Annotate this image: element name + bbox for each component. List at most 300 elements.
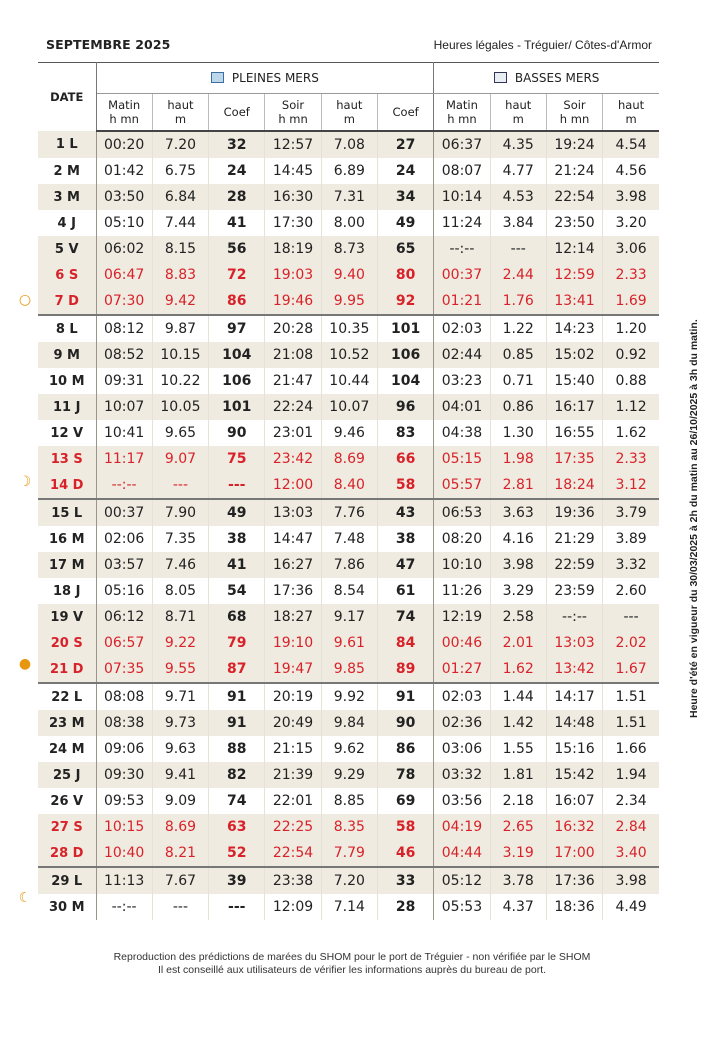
high-evening-time-cell: 22:24 xyxy=(265,394,321,420)
high-morning-height-cell: 8.71 xyxy=(152,604,208,630)
table-row xyxy=(38,788,659,814)
location-subtitle: Heures légales - Tréguier/ Côtes-d'Armor xyxy=(433,38,652,52)
low-evening-time-cell: 18:36 xyxy=(546,894,602,920)
date-cell: 26 V xyxy=(38,788,96,814)
table-row xyxy=(38,394,659,420)
low-morning-time-cell: 04:44 xyxy=(434,840,490,867)
date-cell: 5 V xyxy=(38,236,96,262)
low-evening-height-cell: 2.60 xyxy=(615,583,647,599)
high-evening-height-cell: 9.17 xyxy=(321,604,377,630)
high-evening-coef-cell: 61 xyxy=(377,578,433,604)
table-row xyxy=(38,158,659,184)
low-morning-height-cell: 2.44 xyxy=(490,262,546,288)
low-evening-height-cell: 4.54 xyxy=(603,131,659,158)
low-morning-time-cell: 03:32 xyxy=(434,762,490,788)
high-evening-coef-cell: 89 xyxy=(377,656,433,683)
high-evening-height-cell: 9.92 xyxy=(321,683,377,710)
high-evening-height-cell: 7.31 xyxy=(321,184,377,210)
high-morning-height-cell: 6.75 xyxy=(152,158,208,184)
high-morning-coef-cell: 28 xyxy=(209,184,265,210)
high-evening-coef-cell: 92 xyxy=(377,288,433,315)
low-evening-height-cell: 4.49 xyxy=(615,899,647,915)
high-evening-height-cell: 9.84 xyxy=(321,710,377,736)
high-evening-coef-cell: 74 xyxy=(377,604,433,630)
high-morning-time-cell: 08:52 xyxy=(96,342,152,368)
high-morning-time-cell: 02:06 xyxy=(96,526,152,552)
high-evening-coef-cell: 104 xyxy=(377,368,433,394)
high-evening-height-cell: 8.00 xyxy=(321,210,377,236)
high-evening-coef-cell: 47 xyxy=(377,552,433,578)
low-evening-height-cell: --- xyxy=(603,604,659,630)
high-morning-height-cell: 7.35 xyxy=(152,526,208,552)
low-evening-time-cell: 16:17 xyxy=(546,394,602,420)
high-evening-coef-cell: 78 xyxy=(377,762,433,788)
low-morning-time-cell: 05:53 xyxy=(434,894,490,920)
low-evening-height-cell: 1.51 xyxy=(603,683,659,710)
high-morning-height-cell: 9.87 xyxy=(152,315,208,342)
date-cell: 4 J xyxy=(38,210,96,236)
low-morning-time-cell: 03:06 xyxy=(434,736,490,762)
low-morning-time-cell: 05:57 xyxy=(434,472,490,499)
col-header-haut: haut m xyxy=(321,94,377,132)
high-evening-height-cell: 8.85 xyxy=(321,788,377,814)
table-row xyxy=(38,840,659,867)
high-morning-height-cell: 10.15 xyxy=(152,342,208,368)
low-morning-time-cell: 03:56 xyxy=(434,788,490,814)
date-cell: 21 D xyxy=(38,656,96,683)
high-evening-time-cell: 23:01 xyxy=(265,420,321,446)
low-evening-height-cell: 1.12 xyxy=(603,394,659,420)
low-morning-height-cell: 1.55 xyxy=(490,736,546,762)
low-morning-time-cell: 03:23 xyxy=(434,368,490,394)
low-evening-height-cell: 3.32 xyxy=(603,552,659,578)
high-evening-coef-cell: 66 xyxy=(377,446,433,472)
high-evening-coef-cell: 28 xyxy=(377,894,433,920)
low-morning-time-cell: 12:19 xyxy=(434,604,490,630)
high-evening-time-cell: 19:47 xyxy=(265,656,321,683)
high-morning-coef-cell: 87 xyxy=(209,656,265,683)
low-morning-height-cell: 3.78 xyxy=(490,867,546,894)
low-morning-time-cell: 02:03 xyxy=(434,315,490,342)
high-evening-coef-cell: 38 xyxy=(377,526,433,552)
high-evening-height-cell: 8.69 xyxy=(321,446,377,472)
high-morning-coef-cell: 32 xyxy=(209,131,265,158)
high-morning-coef-cell: 91 xyxy=(209,710,265,736)
table-row xyxy=(38,210,659,236)
high-evening-coef-cell: 49 xyxy=(377,210,433,236)
high-morning-time-cell: 00:37 xyxy=(96,499,152,526)
low-evening-time-cell: 12:14 xyxy=(546,236,602,262)
high-evening-height-cell: 7.86 xyxy=(321,552,377,578)
high-morning-time-cell: 10:15 xyxy=(96,814,152,840)
low-evening-height-cell: 1.51 xyxy=(603,710,659,736)
high-morning-coef-cell: 49 xyxy=(209,499,265,526)
low-evening-height-cell: 3.40 xyxy=(603,840,659,867)
table-row xyxy=(38,710,659,736)
col-header-matin: Matin h mn xyxy=(96,94,152,132)
low-morning-height-cell: 0.86 xyxy=(490,394,546,420)
high-morning-time-cell: 03:50 xyxy=(96,184,152,210)
high-evening-coef-cell: 106 xyxy=(377,342,433,368)
low-morning-height-cell: 1.22 xyxy=(490,315,546,342)
col-header-soir: Soir h mn xyxy=(546,94,602,132)
tide-table-body xyxy=(38,131,659,920)
low-evening-time-cell: 21:24 xyxy=(546,158,602,184)
low-evening-height-cell: 1.69 xyxy=(603,288,659,315)
low-evening-time-cell: 14:23 xyxy=(546,315,602,342)
high-morning-time-cell: --:-- xyxy=(96,472,152,499)
date-cell: 30 M xyxy=(38,894,96,920)
high-morning-coef-cell: 82 xyxy=(209,762,265,788)
low-evening-time-cell: 13:41 xyxy=(546,288,602,315)
low-morning-height-cell: 2.81 xyxy=(490,472,546,499)
high-morning-coef-cell: 63 xyxy=(209,814,265,840)
high-evening-time-cell: 17:30 xyxy=(265,210,321,236)
high-morning-height-cell: 9.55 xyxy=(152,656,208,683)
low-evening-time-cell: 14:48 xyxy=(546,710,602,736)
date-cell: 20 S xyxy=(38,630,96,656)
first-quarter-icon: ☾ xyxy=(18,890,32,906)
date-cell: 22 L xyxy=(38,683,96,710)
table-row xyxy=(38,867,659,894)
low-morning-height-cell: 3.98 xyxy=(490,552,546,578)
full-moon-icon: ○ xyxy=(18,292,32,308)
low-morning-height-cell: 4.35 xyxy=(490,131,546,158)
low-evening-time-cell: 17:36 xyxy=(546,867,602,894)
high-evening-time-cell: 19:03 xyxy=(265,262,321,288)
high-morning-coef-cell: 41 xyxy=(209,210,265,236)
low-evening-time-cell: 15:16 xyxy=(546,736,602,762)
low-evening-height-cell: 0.88 xyxy=(615,373,647,389)
high-evening-coef-cell: 34 xyxy=(377,184,433,210)
low-morning-height-cell: 1.42 xyxy=(490,710,546,736)
low-morning-height-cell: 0.71 xyxy=(490,368,546,394)
table-row xyxy=(38,368,659,394)
low-morning-height-cell: 3.29 xyxy=(490,578,546,604)
high-evening-height-cell: 9.29 xyxy=(321,762,377,788)
low-evening-height-cell: 1.66 xyxy=(615,741,647,757)
low-evening-time-cell: 19:24 xyxy=(546,131,602,158)
high-morning-height-cell: 9.09 xyxy=(152,788,208,814)
date-cell: 14 D xyxy=(38,472,96,499)
high-evening-height-cell: 9.85 xyxy=(321,656,377,683)
new-moon-icon: ● xyxy=(18,656,32,672)
low-evening-height-cell: 3.98 xyxy=(603,867,659,894)
low-tide-label: BASSES MERS xyxy=(514,71,600,85)
high-evening-coef-cell: 27 xyxy=(377,131,433,158)
low-morning-height-cell: 1.62 xyxy=(490,656,546,683)
high-evening-time-cell: 20:49 xyxy=(265,710,321,736)
high-evening-time-cell: 20:28 xyxy=(265,315,321,342)
low-morning-time-cell: --:-- xyxy=(434,236,490,262)
low-morning-time-cell: 05:12 xyxy=(434,867,490,894)
low-morning-time-cell: 04:19 xyxy=(434,814,490,840)
low-evening-height-cell: 2.02 xyxy=(603,630,659,656)
low-evening-time-cell: 14:17 xyxy=(546,683,602,710)
high-morning-coef-cell: 56 xyxy=(209,236,265,262)
high-evening-time-cell: 22:25 xyxy=(265,814,321,840)
table-row xyxy=(38,656,659,683)
date-cell: 27 S xyxy=(38,814,96,840)
high-evening-coef-cell: 69 xyxy=(377,788,433,814)
high-evening-time-cell: 20:19 xyxy=(265,683,321,710)
date-cell: 3 M xyxy=(38,184,96,210)
table-row xyxy=(38,131,659,158)
high-morning-coef-cell: 106 xyxy=(209,368,265,394)
table-row xyxy=(38,894,659,920)
low-morning-height-cell: 2.01 xyxy=(490,630,546,656)
high-morning-height-cell: 9.65 xyxy=(152,420,208,446)
high-morning-time-cell: 09:06 xyxy=(96,736,152,762)
low-evening-height-cell: 2.33 xyxy=(603,446,659,472)
low-evening-time-cell: 18:24 xyxy=(546,472,602,499)
table-row xyxy=(38,762,659,788)
high-evening-time-cell: 14:47 xyxy=(265,526,321,552)
low-morning-time-cell: 10:10 xyxy=(434,552,490,578)
table-row xyxy=(38,446,659,472)
high-morning-time-cell: 10:40 xyxy=(96,840,152,867)
high-evening-time-cell: 16:30 xyxy=(265,184,321,210)
high-morning-height-cell: 9.73 xyxy=(152,710,208,736)
low-morning-time-cell: 11:26 xyxy=(434,578,490,604)
high-evening-coef-cell: 33 xyxy=(377,867,433,894)
date-cell: 29 L xyxy=(38,867,96,894)
high-morning-time-cell: 06:57 xyxy=(96,630,152,656)
high-morning-coef-cell: 79 xyxy=(209,630,265,656)
footer-line-1: Reproduction des prédictions de marées du SHOM pour le port de Tréguier - non vérifiée par le SHOM xyxy=(113,951,591,963)
high-morning-height-cell: 8.83 xyxy=(152,262,208,288)
table-row xyxy=(38,236,659,262)
high-evening-coef-cell: 58 xyxy=(377,472,433,499)
low-morning-time-cell: 11:24 xyxy=(434,210,490,236)
high-morning-height-cell: 9.41 xyxy=(152,762,208,788)
low-evening-time-cell: 21:29 xyxy=(546,526,602,552)
low-evening-time-cell: 16:07 xyxy=(546,788,602,814)
high-morning-height-cell: 7.46 xyxy=(152,552,208,578)
high-evening-time-cell: 22:54 xyxy=(265,840,321,867)
low-morning-height-cell: 4.37 xyxy=(490,894,546,920)
high-evening-coef-cell: 91 xyxy=(377,683,433,710)
high-evening-height-cell: 10.35 xyxy=(321,315,377,342)
low-evening-height-cell: 1.20 xyxy=(603,315,659,342)
col-header-haut: haut m xyxy=(152,94,208,132)
date-cell: 16 M xyxy=(38,526,96,552)
low-evening-height-cell: 3.98 xyxy=(603,184,659,210)
high-morning-coef-cell: 86 xyxy=(209,288,265,315)
high-morning-time-cell: 10:07 xyxy=(96,394,152,420)
high-morning-time-cell: 07:30 xyxy=(96,288,152,315)
table-row xyxy=(38,630,659,656)
high-evening-height-cell: 8.35 xyxy=(321,814,377,840)
low-evening-time-cell: 15:40 xyxy=(546,368,602,394)
high-morning-height-cell: 10.22 xyxy=(152,368,208,394)
high-evening-time-cell: 18:19 xyxy=(265,236,321,262)
high-morning-coef-cell: 88 xyxy=(209,736,265,762)
high-morning-coef-cell: 75 xyxy=(209,446,265,472)
high-evening-time-cell: 21:15 xyxy=(265,736,321,762)
date-cell: 10 M xyxy=(38,368,96,394)
high-evening-height-cell: 10.44 xyxy=(321,368,377,394)
col-header-haut: haut m xyxy=(603,94,659,132)
daylight-saving-note: Heure d'été en vigueur du 30/03/2025 à 2h du matin au 26/10/2025 à 3h du matin. xyxy=(688,319,700,718)
high-morning-height-cell: 9.71 xyxy=(152,683,208,710)
low-morning-time-cell: 08:07 xyxy=(434,158,490,184)
high-morning-time-cell: 06:47 xyxy=(96,262,152,288)
high-evening-height-cell: 7.79 xyxy=(321,840,377,867)
date-cell: 1 L xyxy=(38,131,96,158)
low-evening-time-cell: 17:00 xyxy=(546,840,602,867)
high-evening-time-cell: 21:39 xyxy=(265,762,321,788)
low-morning-time-cell: 04:01 xyxy=(434,394,490,420)
high-morning-time-cell: 06:02 xyxy=(96,236,152,262)
low-morning-height-cell: 3.19 xyxy=(490,840,546,867)
high-evening-height-cell: 7.14 xyxy=(321,894,377,920)
low-morning-time-cell: 06:37 xyxy=(434,131,490,158)
low-morning-height-cell: 2.65 xyxy=(490,814,546,840)
low-morning-height-cell: 4.53 xyxy=(490,184,546,210)
high-evening-time-cell: 23:42 xyxy=(265,446,321,472)
high-evening-height-cell: 8.40 xyxy=(321,472,377,499)
high-morning-height-cell: 8.21 xyxy=(152,840,208,867)
high-evening-time-cell: 23:38 xyxy=(265,867,321,894)
low-evening-time-cell: 22:54 xyxy=(546,184,602,210)
low-evening-time-cell: 23:59 xyxy=(546,578,602,604)
low-morning-time-cell: 10:14 xyxy=(434,184,490,210)
high-morning-height-cell: 8.15 xyxy=(152,236,208,262)
table-row xyxy=(38,262,659,288)
high-evening-time-cell: 12:09 xyxy=(265,894,321,920)
high-morning-coef-cell: 54 xyxy=(209,578,265,604)
low-morning-time-cell: 04:38 xyxy=(434,420,490,446)
low-evening-time-cell: 15:02 xyxy=(546,342,602,368)
high-morning-coef-cell: 41 xyxy=(209,552,265,578)
low-tide-header xyxy=(434,63,659,94)
page-title: SEPTEMBRE 2025 xyxy=(46,37,171,52)
high-morning-coef-cell: 39 xyxy=(209,867,265,894)
low-evening-height-cell: 2.34 xyxy=(615,793,647,809)
high-evening-coef-cell: 90 xyxy=(377,710,433,736)
high-evening-time-cell: 12:57 xyxy=(265,131,321,158)
low-evening-height-cell: 3.79 xyxy=(603,499,659,526)
low-morning-height-cell: 3.63 xyxy=(490,499,546,526)
high-evening-coef-cell: 80 xyxy=(377,262,433,288)
date-cell: 23 M xyxy=(38,710,96,736)
table-row xyxy=(38,683,659,710)
low-morning-time-cell: 02:36 xyxy=(434,710,490,736)
low-morning-height-cell: 3.84 xyxy=(490,210,546,236)
high-morning-height-cell: 10.05 xyxy=(152,394,208,420)
low-morning-time-cell: 00:37 xyxy=(434,262,490,288)
low-evening-height-cell: 3.06 xyxy=(603,236,659,262)
high-evening-height-cell: 7.20 xyxy=(321,867,377,894)
high-evening-height-cell: 9.95 xyxy=(321,288,377,315)
table-row xyxy=(38,288,659,315)
low-morning-height-cell: 2.18 xyxy=(490,788,546,814)
table-row xyxy=(38,552,659,578)
high-morning-height-cell: --- xyxy=(152,894,208,920)
date-cell: 18 J xyxy=(38,578,96,604)
low-morning-height-cell: 1.81 xyxy=(490,762,546,788)
high-evening-time-cell: 21:08 xyxy=(265,342,321,368)
high-evening-height-cell: 10.07 xyxy=(321,394,377,420)
col-header-matin: Matin h mn xyxy=(434,94,490,132)
high-morning-height-cell: 8.05 xyxy=(152,578,208,604)
col-header-soir: Soir h mn xyxy=(265,94,321,132)
high-evening-height-cell: 9.40 xyxy=(321,262,377,288)
high-evening-time-cell: 13:03 xyxy=(265,499,321,526)
last-quarter-icon: ☽ xyxy=(18,474,32,490)
high-evening-coef-cell: 58 xyxy=(377,814,433,840)
date-cell: 17 M xyxy=(38,552,96,578)
low-evening-time-cell: 17:35 xyxy=(546,446,602,472)
high-evening-height-cell: 9.61 xyxy=(321,630,377,656)
col-header-coef: Coef xyxy=(377,94,433,132)
low-evening-height-cell: 3.89 xyxy=(615,531,647,547)
high-morning-time-cell: --:-- xyxy=(96,894,152,920)
high-morning-time-cell: 09:31 xyxy=(96,368,152,394)
date-cell: 24 M xyxy=(38,736,96,762)
date-cell: 19 V xyxy=(38,604,96,630)
low-morning-time-cell: 01:27 xyxy=(434,656,490,683)
high-morning-height-cell: 9.07 xyxy=(152,446,208,472)
high-evening-height-cell: 7.48 xyxy=(321,526,377,552)
low-evening-time-cell: 16:55 xyxy=(546,420,602,446)
high-morning-coef-cell: 72 xyxy=(209,262,265,288)
low-morning-time-cell: 05:15 xyxy=(434,446,490,472)
low-morning-time-cell: 02:44 xyxy=(434,342,490,368)
high-evening-coef-cell: 46 xyxy=(377,840,433,867)
low-morning-height-cell: 2.58 xyxy=(490,604,546,630)
low-evening-height-cell: 1.67 xyxy=(603,656,659,683)
high-evening-time-cell: 17:36 xyxy=(265,578,321,604)
low-morning-height-cell: 1.98 xyxy=(490,446,546,472)
high-tide-label: PLEINES MERS xyxy=(231,71,319,85)
low-morning-height-cell: 1.30 xyxy=(490,420,546,446)
high-morning-height-cell: 9.63 xyxy=(152,736,208,762)
high-evening-coef-cell: 83 xyxy=(377,420,433,446)
high-morning-coef-cell: 90 xyxy=(209,420,265,446)
high-morning-time-cell: 03:57 xyxy=(96,552,152,578)
low-evening-time-cell: 23:50 xyxy=(546,210,602,236)
high-evening-coef-cell: 84 xyxy=(377,630,433,656)
high-morning-height-cell: 7.67 xyxy=(152,867,208,894)
high-evening-coef-cell: 43 xyxy=(377,499,433,526)
high-evening-time-cell: 18:27 xyxy=(265,604,321,630)
high-morning-coef-cell: 52 xyxy=(209,840,265,867)
high-evening-height-cell: 10.52 xyxy=(321,342,377,368)
date-cell: 15 L xyxy=(38,499,96,526)
low-evening-time-cell: 15:42 xyxy=(546,762,602,788)
high-morning-coef-cell: 74 xyxy=(209,788,265,814)
high-evening-time-cell: 21:47 xyxy=(265,368,321,394)
footer-line-2: Il est conseillé aux utilisateurs de vérifier les informations auprès du bureau de port. xyxy=(157,964,547,976)
low-morning-height-cell: 4.77 xyxy=(490,158,546,184)
high-evening-coef-cell: 101 xyxy=(377,315,433,342)
date-cell: 6 S xyxy=(38,262,96,288)
date-cell: 13 S xyxy=(38,446,96,472)
low-morning-height-cell: 4.16 xyxy=(490,526,546,552)
low-evening-height-cell: 2.84 xyxy=(603,814,659,840)
high-morning-height-cell: --- xyxy=(152,472,208,499)
low-morning-height-cell: 1.44 xyxy=(490,683,546,710)
table-row xyxy=(38,578,659,604)
date-cell: 12 V xyxy=(38,420,96,446)
high-morning-time-cell: 01:42 xyxy=(96,158,152,184)
date-cell: 7 D xyxy=(38,288,96,315)
high-morning-height-cell: 6.84 xyxy=(152,184,208,210)
table-row xyxy=(38,499,659,526)
high-evening-coef-cell: 96 xyxy=(377,394,433,420)
